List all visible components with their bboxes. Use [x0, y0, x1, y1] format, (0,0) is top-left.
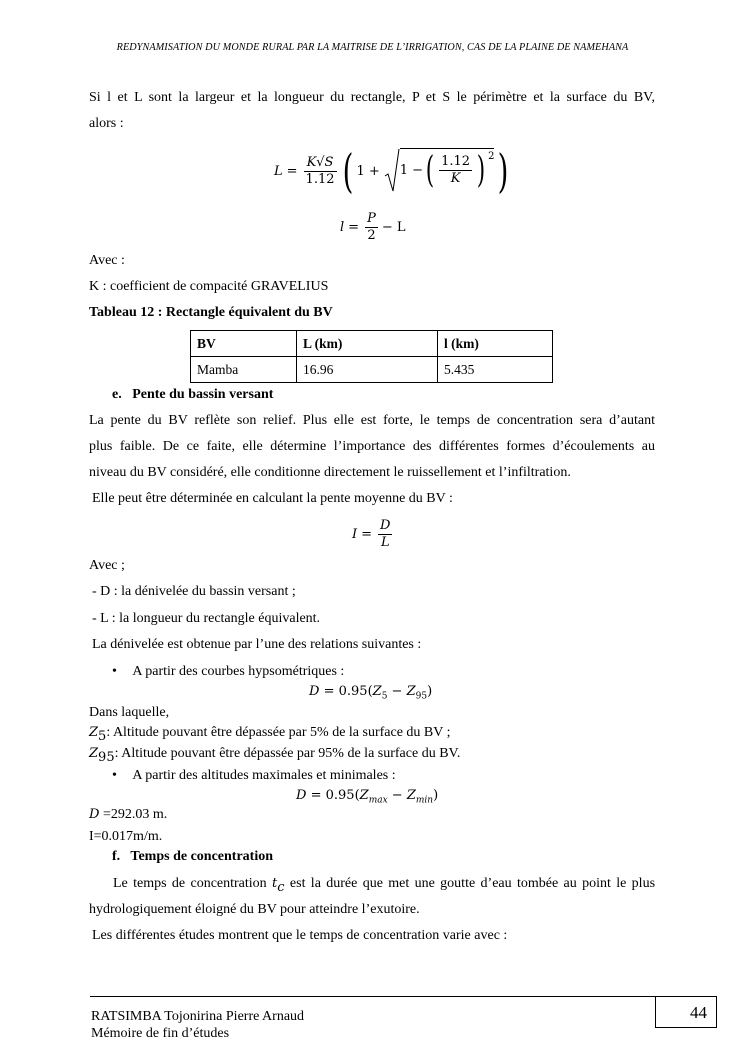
eq1-denominator: 1.12 — [305, 171, 335, 187]
paragraph-line: Dans laquelle, — [89, 705, 170, 720]
paragraph-line: hydrologiquement éloigné du BV pour atteindre l’exutoire. — [89, 902, 420, 917]
running-header: REDYNAMISATION DU MONDE RURAL PAR LA MAITRISE DE L’IRRIGATION, CAS DE LA PLAINE DE NAMEHANA — [116, 42, 629, 53]
bullet-icon: • — [112, 768, 117, 783]
bullet-icon: • — [112, 664, 117, 679]
d-value: D =292.03 m. — [89, 807, 168, 822]
equation-mean-slope: I = $\frac{D}{L}$ — [352, 517, 391, 550]
table-row — [191, 357, 553, 383]
paragraph-line: niveau du BV considéré, elle conditionne directement le ruissellement et l’infiltration. — [89, 465, 571, 480]
equation-rectangle-length: L = $\frac{K√S}{1.12}$ ( 1 + 1 − ( $\frac{1.12}{K}$ ) 2 ) — [274, 144, 509, 198]
table-caption: Tableau 12 : Rectangle équivalent du BV — [89, 305, 333, 320]
table-rectangle-equivalent — [190, 330, 553, 383]
paragraph-line: Avec : — [89, 253, 125, 268]
paragraph-line: Avec ; — [89, 558, 125, 573]
equation-hypsometric: $D = 0.95(Z_5 - Z_{95})$ — [309, 684, 433, 702]
table-cell: Mamba — [191, 357, 297, 383]
z95-definition: $Z_{95}$: Altitude pouvant être dépassée par 95% de la surface du BV. — [89, 746, 461, 765]
bullet-item: • A partir des courbes hypsométriques : — [112, 664, 345, 679]
eq1-inner-one: 1 − — [399, 163, 424, 178]
eq1-inner-denominator: K — [450, 171, 461, 186]
page-number: 44 — [655, 996, 717, 1028]
paragraph-line: - L : la longueur du rectangle équivalent. — [92, 611, 321, 626]
eq1-one: 1 + — [356, 163, 380, 179]
eq1-exponent: 2 — [488, 150, 495, 162]
equation-rectangle-width: l = $\frac{P}{2}$ − L — [340, 210, 406, 243]
sqrt-icon — [384, 148, 400, 194]
table-header-row — [191, 331, 553, 357]
equation-max-min: $D = 0.95(Z_{max} - Z_{min})$ — [296, 788, 439, 806]
paragraph-line: Elle peut être déterminée en calculant la pente moyenne du BV : — [92, 491, 453, 506]
paragraph-line: La dénivelée est obtenue par l’une des relations suivantes : — [92, 637, 422, 652]
section-heading-f: f. Temps de concentration — [112, 849, 273, 864]
paragraph-line: Le temps de concentration $t_c$ est la durée que met une goutte d’eau tombée au point le plus — [113, 876, 656, 895]
table-cell: 5.435 — [438, 357, 553, 383]
table-header-cell: L (km) — [297, 331, 438, 357]
footer-rule — [90, 996, 656, 997]
eq1-lhs: L — [274, 163, 283, 179]
table-header-cell: BV — [191, 331, 297, 357]
footer-author: RATSIMBA Tojonirina Pierre Arnaud — [91, 1009, 305, 1024]
paragraph-line: K : coefficient de compacité GRAVELIUS — [89, 279, 329, 294]
z5-definition: $Z_5$: Altitude pouvant être dépassée par 5% de la surface du BV ; — [89, 725, 451, 744]
paragraph-line: plus faible. De ce faite, elle détermine l’importance des différentes formes d’écoulements au — [89, 439, 655, 454]
paragraph-line: - D : la dénivelée du bassin versant ; — [92, 584, 296, 599]
footer-doc-type: Mémoire de fin d’études — [91, 1026, 230, 1041]
paragraph-line: La pente du BV reflète son relief. Plus elle est forte, le temps de concentration sera d’autant — [89, 413, 655, 428]
paragraph-line: Les différentes études montrent que le temps de concentration varie avec : — [92, 928, 508, 943]
table-cell: 16.96 — [297, 357, 438, 383]
paragraph-line: Si l et L sont la largeur et la longueur du rectangle, P et S le périmètre et la surface du BV, — [89, 90, 655, 105]
eq1-inner-numerator: 1.12 — [441, 154, 471, 169]
section-heading-e: e. Pente du bassin versant — [112, 387, 274, 402]
paragraph-line: alors : — [89, 116, 124, 131]
eq1-numerator: K√S — [304, 155, 337, 172]
table-header-cell: l (km) — [438, 331, 553, 357]
i-value: I=0.017m/m. — [89, 829, 163, 844]
bullet-item: • A partir des altitudes maximales et minimales : — [112, 768, 396, 783]
